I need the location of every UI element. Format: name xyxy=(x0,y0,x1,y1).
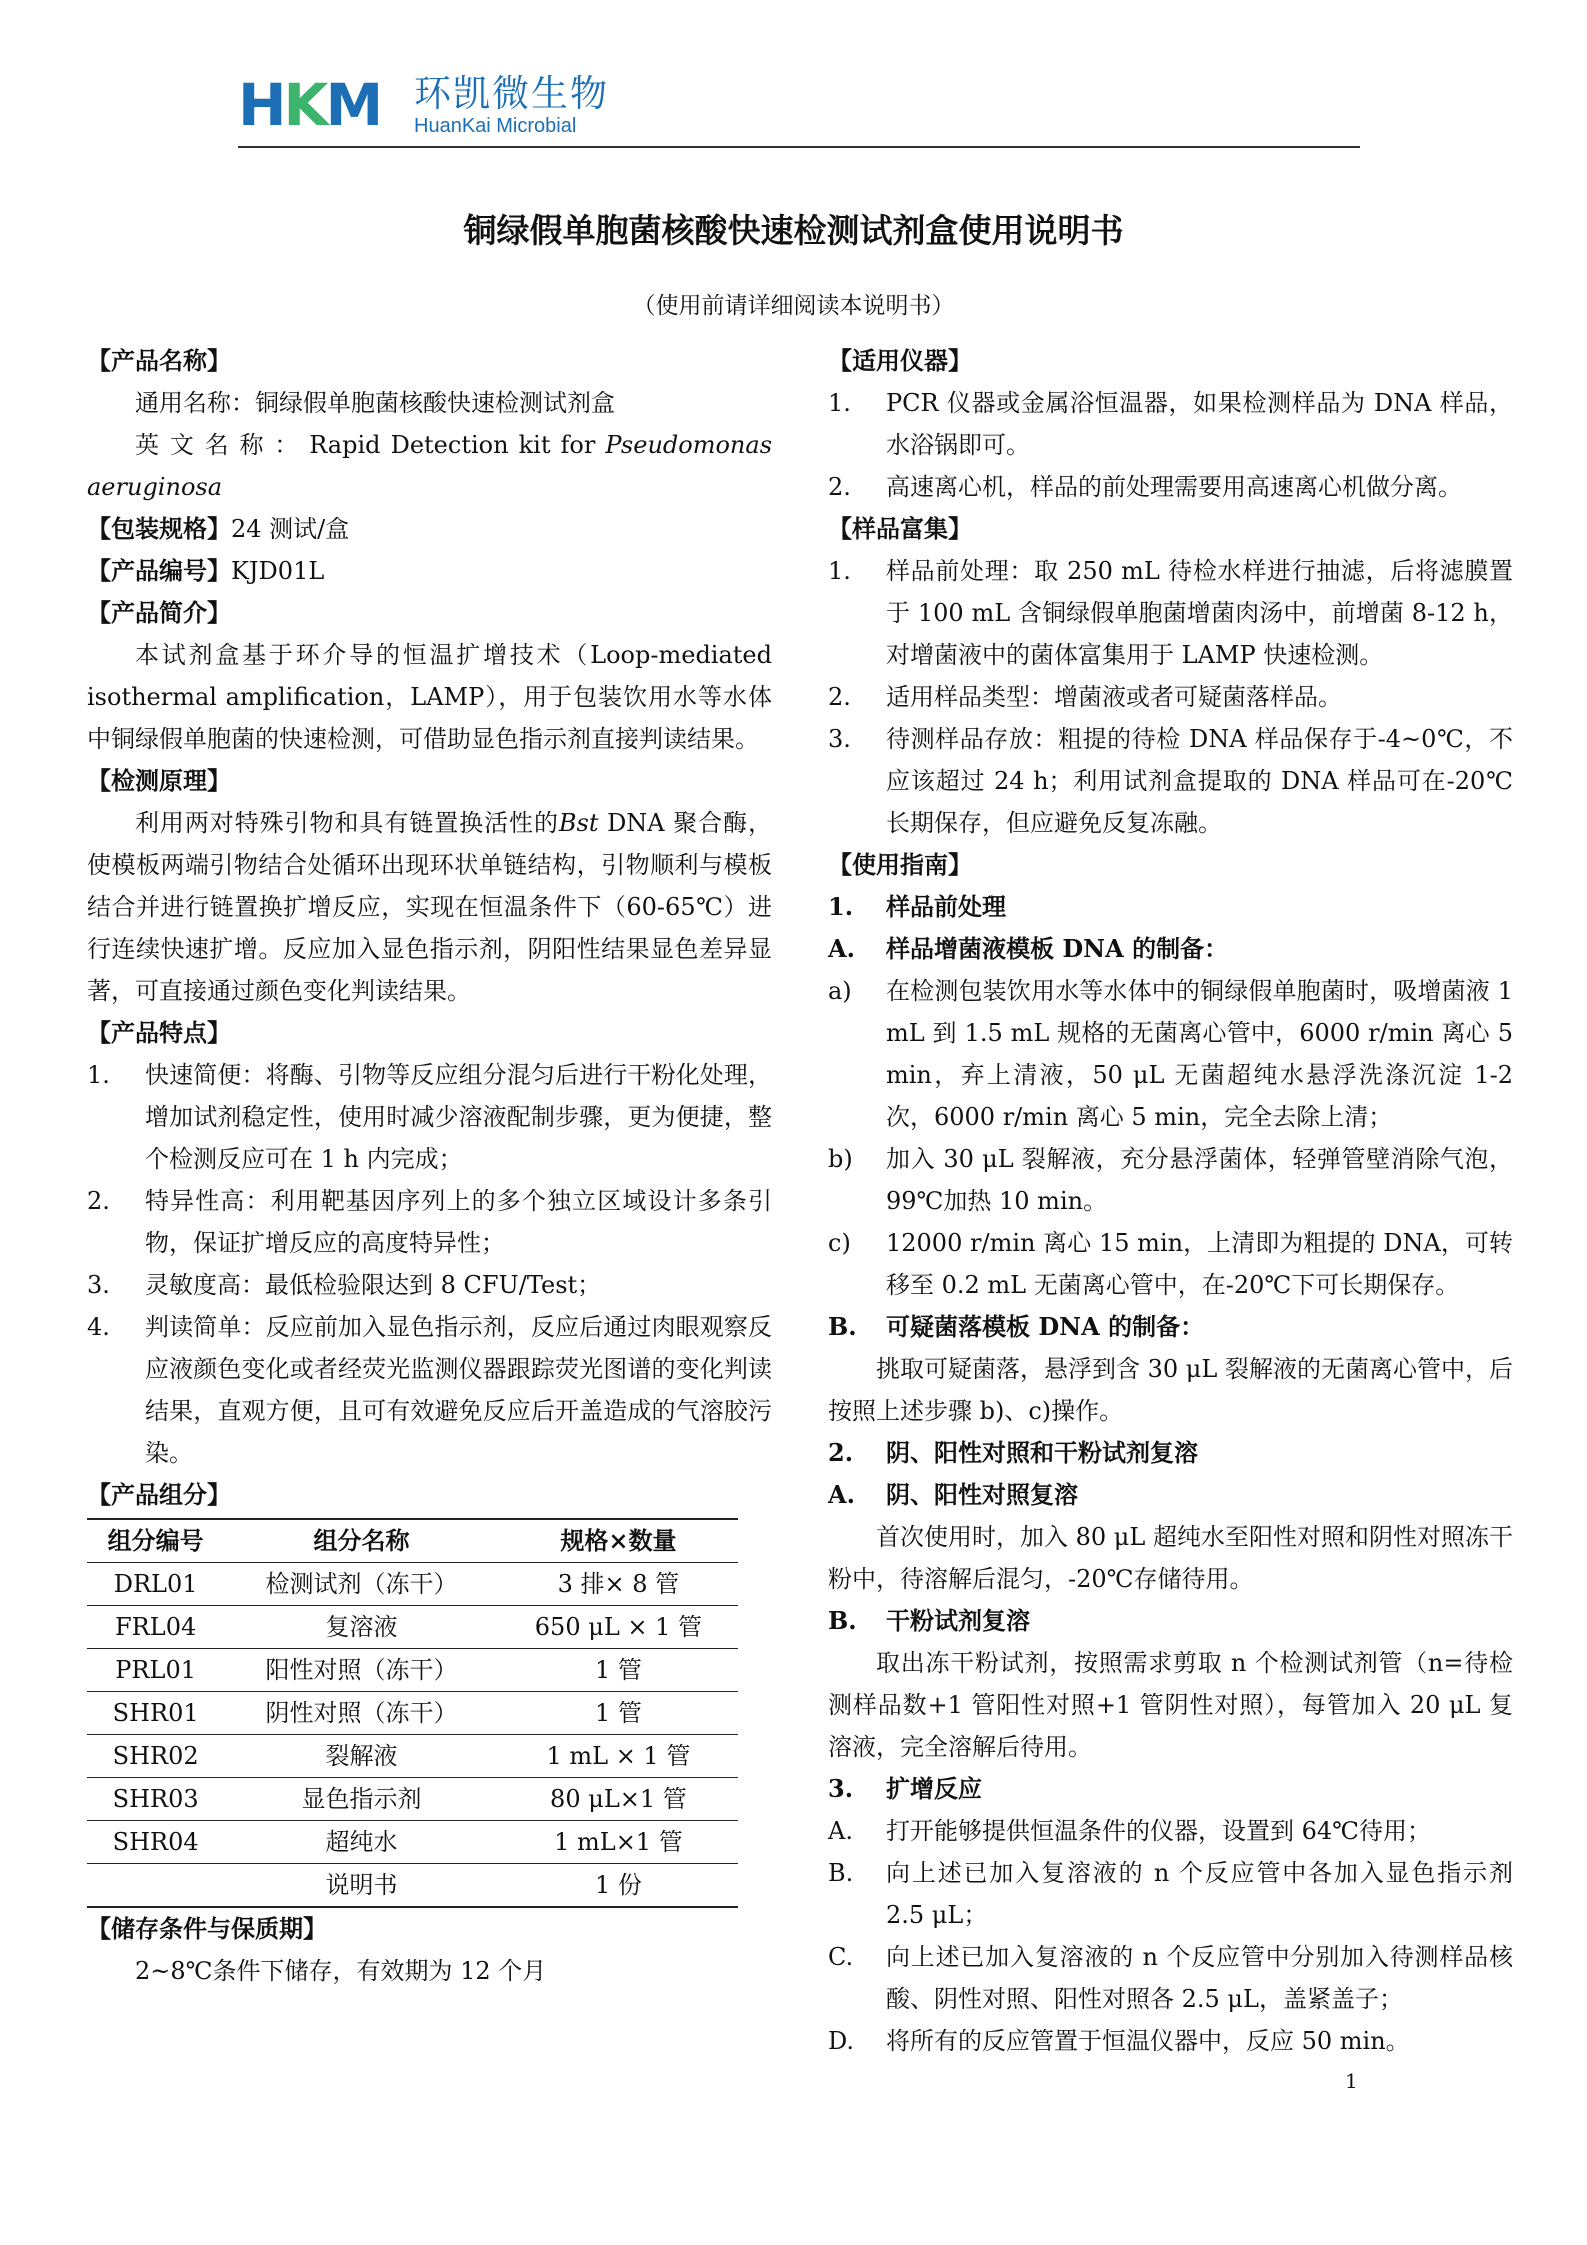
company-logo xyxy=(238,71,638,139)
table-cell: SHR02 xyxy=(87,1735,224,1778)
product-name-heading: 【产品名称】 xyxy=(87,346,231,375)
list-item xyxy=(828,466,1513,508)
list-item-text: 将所有的反应管置于恒温仪器中，反应 50 min。 xyxy=(886,2027,1410,2055)
table-row xyxy=(87,1778,738,1821)
guide-heading: 【使用指南】 xyxy=(828,850,972,879)
components-heading: 【产品组分】 xyxy=(87,1480,231,1509)
instruments-heading: 【适用仪器】 xyxy=(828,346,972,375)
list-item-text: PCR 仪器或金属浴恒温器，如果检测样品为 DNA 样品，水浴锅即可。 xyxy=(886,389,1513,459)
table-cell: 3 排× 8 管 xyxy=(499,1563,738,1606)
product-code-heading: 【产品编号】 xyxy=(87,556,231,585)
package-spec-value: 24 测试/盒 xyxy=(231,515,350,543)
list-item-number: 1. xyxy=(87,1061,110,1089)
list-item xyxy=(828,1810,1513,1852)
table-row xyxy=(87,1649,738,1692)
storage-heading: 【储存条件与保质期】 xyxy=(87,1914,327,1943)
table-cell: 超纯水 xyxy=(224,1821,499,1864)
list-item-number: B. xyxy=(828,1859,854,1887)
list-item-number: 1. xyxy=(828,557,851,585)
list-item xyxy=(87,1054,772,1180)
table-row xyxy=(87,1606,738,1649)
common-name: 通用名称：铜绿假单胞菌核酸快速检测试剂盒 xyxy=(135,389,615,417)
english-name-label: 英文名称： xyxy=(135,431,310,459)
step-number: A. xyxy=(828,934,855,963)
list-item-text: 待测样品存放：粗提的待检 DNA 样品保存于-4~0℃，不应该超过 24 h；利用试剂盒提取的 DNA 样品可在-20℃长期保存，但应避免反复冻融。 xyxy=(886,725,1513,837)
table-cell: 1 管 xyxy=(499,1692,738,1735)
list-item xyxy=(828,1222,1513,1306)
table-cell: 1 份 xyxy=(499,1864,738,1908)
principle-bst: Bst xyxy=(558,809,599,837)
list-item-text: 灵敏度高：最低检验限达到 8 CFU/Test； xyxy=(145,1271,602,1299)
english-name xyxy=(87,424,772,508)
list-item-text: 打开能够提供恒温条件的仪器，设置到 64℃待用； xyxy=(886,1817,1432,1845)
step-1b-text: 挑取可疑菌落，悬浮到含 30 μL 裂解液的无菌离心管中，后按照上述步骤 b)、c)操作。 xyxy=(828,1355,1513,1425)
logo-mark xyxy=(238,71,381,139)
step-number: 3. xyxy=(828,1774,854,1803)
english-name-prefix: Rapid Detection kit for xyxy=(309,431,606,459)
list-item-number: A. xyxy=(828,1817,853,1845)
step-title: 阴、阳性对照和干粉试剂复溶 xyxy=(886,1438,1198,1467)
list-item xyxy=(828,1138,1513,1222)
list-item xyxy=(828,2020,1513,2062)
product-code xyxy=(87,550,772,592)
list-item-text: 加入 30 μL 裂解液，充分悬浮菌体，轻弹管壁消除气泡，99℃加热 10 min。 xyxy=(886,1145,1513,1215)
column-header: 组分名称 xyxy=(224,1519,499,1563)
logo-mark-text: HKM xyxy=(238,71,381,139)
table-row xyxy=(87,1563,738,1606)
english-name-species: Pseudomonas aeruginosa xyxy=(87,431,773,501)
list-item-text: 高速离心机，样品的前处理需要用高速离心机做分离。 xyxy=(886,473,1462,501)
step-1-heading xyxy=(828,886,1513,928)
list-item-number: 4. xyxy=(87,1313,110,1341)
table-cell: PRL01 xyxy=(87,1649,224,1692)
page-title: 铜绿假单胞菌核酸快速检测试剂盒使用说明书 xyxy=(463,211,1124,250)
step-title: 可疑菌落模板 DNA 的制备： xyxy=(886,1312,1205,1341)
step-2-heading xyxy=(828,1432,1513,1474)
list-item xyxy=(828,382,1513,466)
list-item-number: 3. xyxy=(87,1271,110,1299)
package-spec-heading: 【包装规格】 xyxy=(87,514,231,543)
list-item-text: 快速简便：将酶、引物等反应组分混匀后进行干粉化处理，增加试剂稳定性，使用时减少溶液配制步骤，更为便捷，整个检测反应可在 1 h 内完成； xyxy=(145,1061,772,1173)
principle-heading: 【检测原理】 xyxy=(87,766,231,795)
step-title: 阴、阳性对照复溶 xyxy=(886,1480,1078,1509)
storage-text: 2~8℃条件下储存，有效期为 12 个月 xyxy=(135,1957,547,1985)
step-number: 2. xyxy=(828,1438,854,1467)
list-item xyxy=(828,970,1513,1138)
package-spec xyxy=(87,508,772,550)
step-2a-heading xyxy=(828,1474,1513,1516)
table-cell: 650 μL × 1 管 xyxy=(499,1606,738,1649)
intro-text: 本试剂盒基于环介导的恒温扩增技术（Loop-mediated isothermal amplification，LAMP），用于包装饮用水等水体中铜绿假单胞菌的快速检测，可借助显色指示剂直接判读结果。 xyxy=(87,641,772,753)
table-cell: 显色指示剂 xyxy=(224,1778,499,1821)
list-item xyxy=(828,718,1513,844)
list-item-number: 2. xyxy=(828,683,851,711)
list-item-number: c) xyxy=(828,1229,851,1257)
table-cell: 1 管 xyxy=(499,1649,738,1692)
enrichment-heading: 【样品富集】 xyxy=(828,514,972,543)
list-item xyxy=(87,1306,772,1474)
list-item-number: b) xyxy=(828,1145,853,1173)
list-item-text: 特异性高：利用靶基因序列上的多个独立区域设计多条引物，保证扩增反应的高度特异性； xyxy=(145,1187,772,1257)
table-cell: 裂解液 xyxy=(224,1735,499,1778)
step-title: 扩增反应 xyxy=(886,1774,982,1803)
right-column xyxy=(828,340,1513,2062)
table-cell: 80 μL×1 管 xyxy=(499,1778,738,1821)
table-cell xyxy=(87,1864,224,1908)
table-cell: 阴性对照（冻干） xyxy=(224,1692,499,1735)
step-title: 样品前处理 xyxy=(886,892,1006,921)
list-item-text: 向上述已加入复溶液的 n 个反应管中各加入显色指示剂 2.5 μL； xyxy=(886,1859,1513,1929)
list-item-text: 向上述已加入复溶液的 n 个反应管中分别加入待测样品核酸、阴性对照、阳性对照各 2.5 μL，盖紧盖子； xyxy=(886,1943,1513,2013)
table-cell: 检测试剂（冻干） xyxy=(224,1563,499,1606)
list-item-text: 样品前处理：取 250 mL 待检水样进行抽滤，后将滤膜置于 100 mL 含铜绿假单胞菌增菌肉汤中，前增菌 8-12 h，对增菌液中的菌体富集用于 LAMP 快速检测。 xyxy=(886,557,1513,669)
list-item-number: C. xyxy=(828,1943,854,1971)
features-heading: 【产品特点】 xyxy=(87,1018,231,1047)
list-item xyxy=(828,1936,1513,2020)
step-number: 1. xyxy=(828,892,854,921)
step-2a-text: 首次使用时，加入 80 μL 超纯水至阳性对照和阴性对照冻干粉中，待溶解后混匀，-20℃存储待用。 xyxy=(828,1523,1513,1593)
table-row xyxy=(87,1821,738,1864)
table-cell: 1 mL×1 管 xyxy=(499,1821,738,1864)
table-cell: 1 mL × 1 管 xyxy=(499,1735,738,1778)
page-number: 1 xyxy=(1345,2069,1358,2093)
table-cell: 说明书 xyxy=(224,1864,499,1908)
list-item-text: 适用样品类型：增菌液或者可疑菌落样品。 xyxy=(886,683,1342,711)
company-name-en: HuanKai Microbial xyxy=(414,115,577,137)
list-item-number: D. xyxy=(828,2027,855,2055)
intro-heading: 【产品简介】 xyxy=(87,598,231,627)
principle-text-before: 利用两对特殊引物和具有链置换活性的 xyxy=(135,809,559,837)
step-number: B. xyxy=(828,1606,857,1635)
list-item-text: 12000 r/min 离心 15 min，上清即为粗提的 DNA，可转移至 0.2 mL 无菌离心管中，在-20℃下可长期保存。 xyxy=(886,1229,1513,1299)
table-row xyxy=(87,1864,738,1908)
left-column xyxy=(87,340,772,1992)
step-2b-heading xyxy=(828,1600,1513,1642)
table-cell: SHR01 xyxy=(87,1692,224,1735)
table-cell: DRL01 xyxy=(87,1563,224,1606)
table-cell: FRL04 xyxy=(87,1606,224,1649)
step-title: 干粉试剂复溶 xyxy=(886,1606,1030,1635)
step-2b-text: 取出冻干粉试剂，按照需求剪取 n 个检测试剂管（n=待检测样品数+1 管阳性对照+1 管阴性对照），每管加入 20 μL 复溶液，完全溶解后待用。 xyxy=(828,1649,1513,1761)
list-item xyxy=(87,1264,772,1306)
list-item-text: 在检测包装饮用水等水体中的铜绿假单胞菌时，吸增菌液 1 mL 到 1.5 mL 规格的无菌离心管中，6000 r/min 离心 5 min，弃上清液，50 μL 无菌超纯水悬浮洗涤沉淀 1-2 次，6000 r/min 离心 5 min，完全去除上清； xyxy=(886,977,1513,1131)
table-cell: 阳性对照（冻干） xyxy=(224,1649,499,1692)
list-item-number: a) xyxy=(828,977,852,1005)
list-item xyxy=(828,1852,1513,1936)
principle-text xyxy=(87,802,772,1012)
principle-text-after: DNA 聚合酶，使模板两端引物结合处循环出现环状单链结构，引物顺利与模板结合并进行链置换扩增反应，实现在恒温条件下（60-65℃）进行连续快速扩增。反应加入显色指示剂，阴阳性结果显色差异显著，可直接通过颜色变化判读结果。 xyxy=(87,809,773,1005)
components-table xyxy=(87,1518,738,1908)
column-header: 组分编号 xyxy=(87,1519,224,1563)
step-number: B. xyxy=(828,1312,857,1341)
table-cell: 复溶液 xyxy=(224,1606,499,1649)
table-row xyxy=(87,1692,738,1735)
company-name-cn: 环凯微生物 xyxy=(414,72,609,115)
step-number: A. xyxy=(828,1480,855,1509)
list-item-number: 1. xyxy=(828,389,851,417)
table-header-row xyxy=(87,1519,738,1563)
list-item-text: 判读简单：反应前加入显色指示剂，反应后通过肉眼观察反应液颜色变化或者经荧光监测仪器跟踪荧光图谱的变化判读结果，直观方便，且可有效避免反应后开盖造成的气溶胶污染。 xyxy=(145,1313,772,1467)
table-row xyxy=(87,1735,738,1778)
table-cell: SHR03 xyxy=(87,1778,224,1821)
list-item xyxy=(87,1180,772,1264)
header-divider xyxy=(238,146,1360,148)
list-item-number: 2. xyxy=(87,1187,110,1215)
step-3-heading xyxy=(828,1768,1513,1810)
step-title: 样品增菌液模板 DNA 的制备： xyxy=(886,934,1229,963)
product-code-value: KJD01L xyxy=(231,557,325,585)
list-item xyxy=(828,550,1513,676)
list-item xyxy=(828,676,1513,718)
step-1a-heading xyxy=(828,928,1513,970)
page-subtitle: （使用前请详细阅读本说明书） xyxy=(632,293,955,319)
table-cell: SHR04 xyxy=(87,1821,224,1864)
list-item-number: 3. xyxy=(828,725,851,753)
step-1b-heading xyxy=(828,1306,1513,1348)
list-item-number: 2. xyxy=(828,473,851,501)
column-header: 规格×数量 xyxy=(499,1519,738,1563)
